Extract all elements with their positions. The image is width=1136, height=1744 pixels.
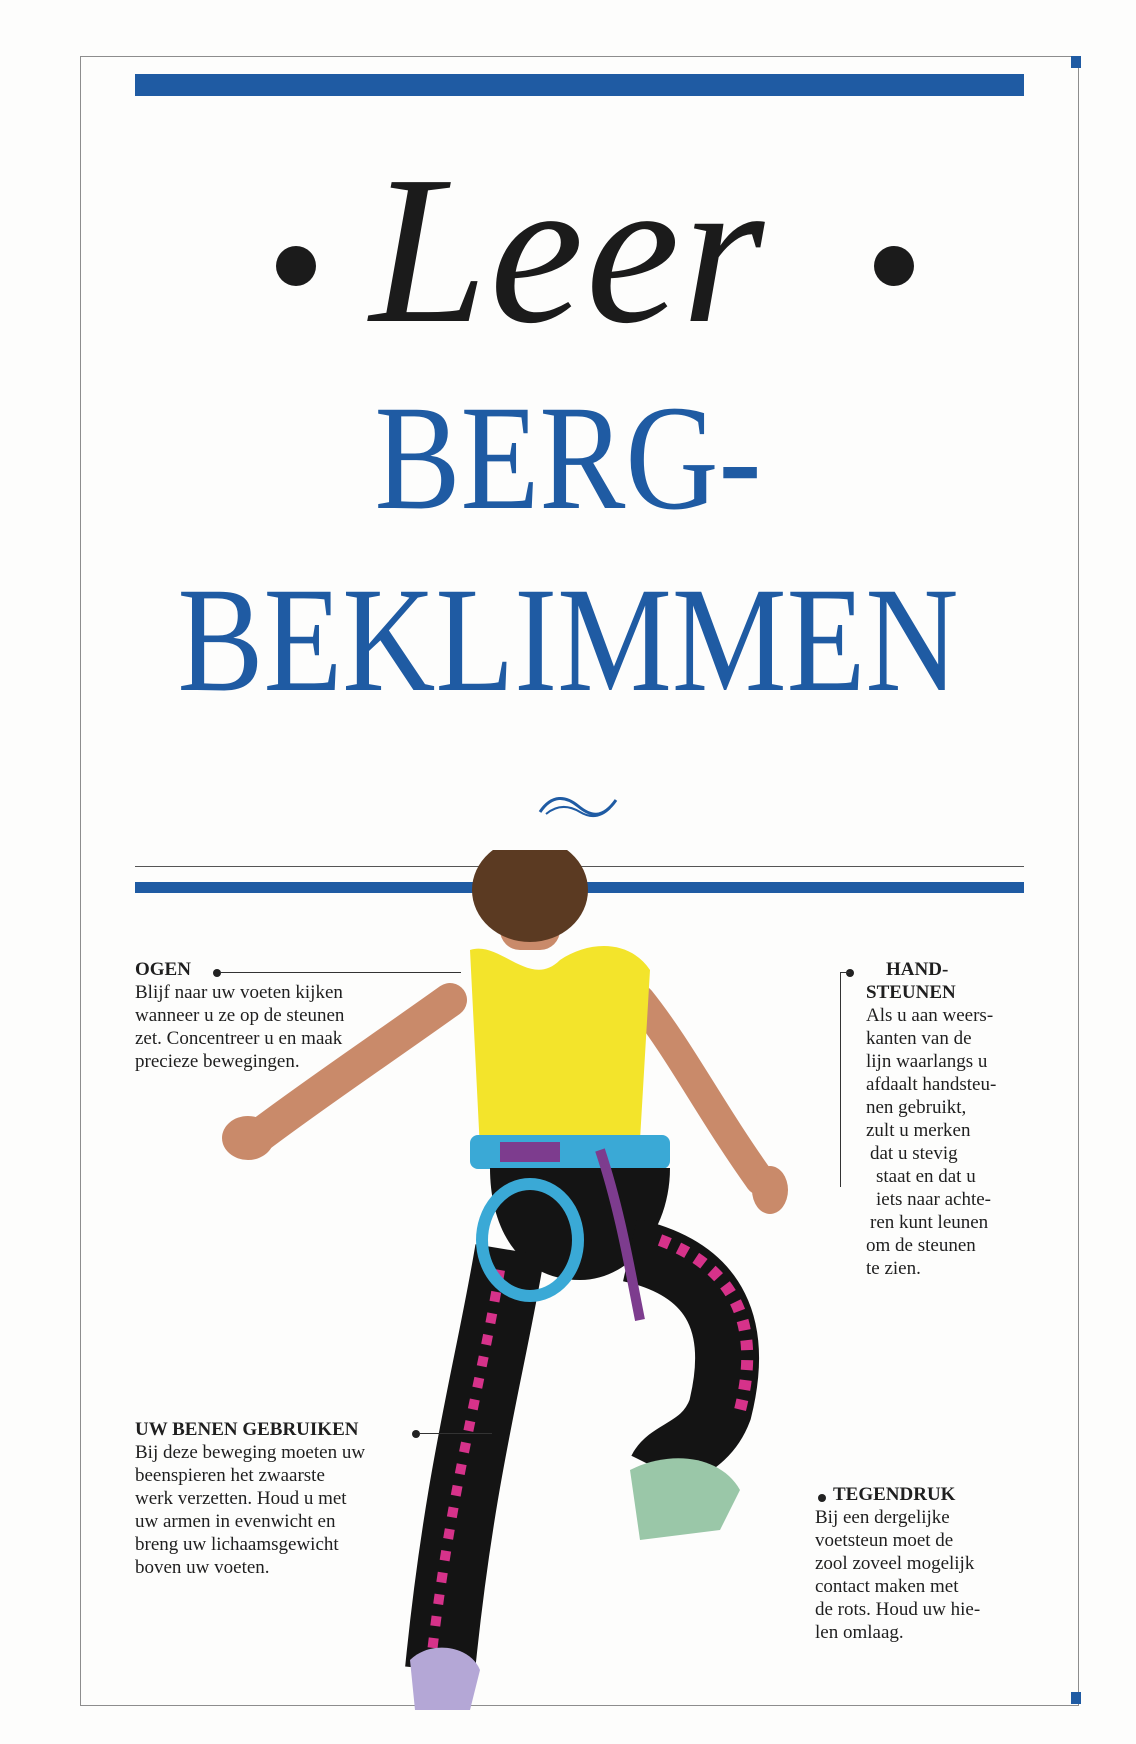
callout-tegendruk-line: voetsteun moet de	[815, 1530, 954, 1551]
callout-benen-line: beenspieren het zwaarste	[135, 1465, 325, 1486]
leader-line	[840, 972, 850, 973]
callout-handsteunen-line: dat u stevig	[870, 1143, 958, 1164]
leader-line	[840, 972, 841, 1187]
callout-ogen-line: precieze bewegingen.	[135, 1051, 300, 1072]
title-leer: Leer	[369, 132, 767, 367]
callout-handsteunen-line: lijn waarlangs u	[866, 1051, 988, 1072]
callout-benen-line: boven uw voeten.	[135, 1557, 270, 1578]
leader-dot	[412, 1430, 420, 1438]
callout-benen	[135, 1418, 455, 1579]
callout-handsteunen-heading: STEUNEN	[866, 982, 956, 1003]
swash-ornament-icon	[536, 790, 620, 826]
callout-handsteunen-line: kanten van de	[866, 1028, 972, 1049]
frame-corner	[1071, 56, 1081, 68]
leader-line	[420, 1433, 492, 1434]
callout-benen-line: werk verzetten. Houd u met	[135, 1488, 347, 1509]
callout-handsteunen-line: om de steunen	[866, 1235, 976, 1256]
callout-tegendruk-line: zool zoveel mogelijk	[815, 1553, 975, 1574]
callout-handsteunen	[866, 958, 1036, 1280]
callout-handsteunen-line: staat en dat u	[876, 1166, 976, 1187]
callout-benen-line: breng uw lichaamsgewicht	[135, 1534, 339, 1555]
title-beklimmen: BEKLIMMEN	[177, 557, 959, 723]
callout-handsteunen-heading: HAND-	[886, 959, 949, 980]
callout-benen-line: uw armen in evenwicht en	[135, 1511, 336, 1532]
callout-tegendruk	[815, 1483, 1035, 1644]
callout-ogen-line: zet. Concentreer u en maak	[135, 1028, 343, 1049]
callout-handsteunen-line: afdaalt handsteu-	[866, 1074, 997, 1095]
callout-handsteunen-line: te zien.	[866, 1258, 921, 1279]
leader-dot	[818, 1494, 826, 1502]
callout-handsteunen-line: ren kunt leunen	[870, 1212, 989, 1233]
leader-line	[221, 972, 461, 973]
callout-handsteunen-line: iets naar achte-	[876, 1189, 991, 1210]
callout-ogen	[135, 958, 435, 1073]
frame-corner	[1071, 1692, 1081, 1704]
callout-benen-line: Bij deze beweging moeten uw	[135, 1442, 366, 1463]
leader-dot	[213, 969, 221, 977]
callout-tegendruk-heading: TEGENDRUK	[833, 1484, 956, 1505]
top-rule	[135, 74, 1024, 96]
callout-tegendruk-line: len omlaag.	[815, 1622, 904, 1643]
callout-ogen-heading: OGEN	[135, 959, 191, 980]
callout-handsteunen-line: nen gebruikt,	[866, 1097, 967, 1118]
callout-tegendruk-line: contact maken met	[815, 1576, 959, 1597]
title-berg: BERG-	[374, 375, 762, 541]
callout-ogen-line: Blijf naar uw voeten kijken	[135, 982, 343, 1003]
leader-dot	[846, 969, 854, 977]
callout-tegendruk-line: de rots. Houd uw hie-	[815, 1599, 981, 1620]
callout-tegendruk-line: Bij een dergelijke	[815, 1507, 950, 1528]
callout-handsteunen-line: zult u merken	[866, 1120, 971, 1141]
callout-ogen-line: wanneer u ze op de steunen	[135, 1005, 345, 1026]
callout-handsteunen-line: Als u aan weers-	[866, 1005, 994, 1026]
callout-benen-heading: UW BENEN GEBRUIKEN	[135, 1419, 359, 1440]
